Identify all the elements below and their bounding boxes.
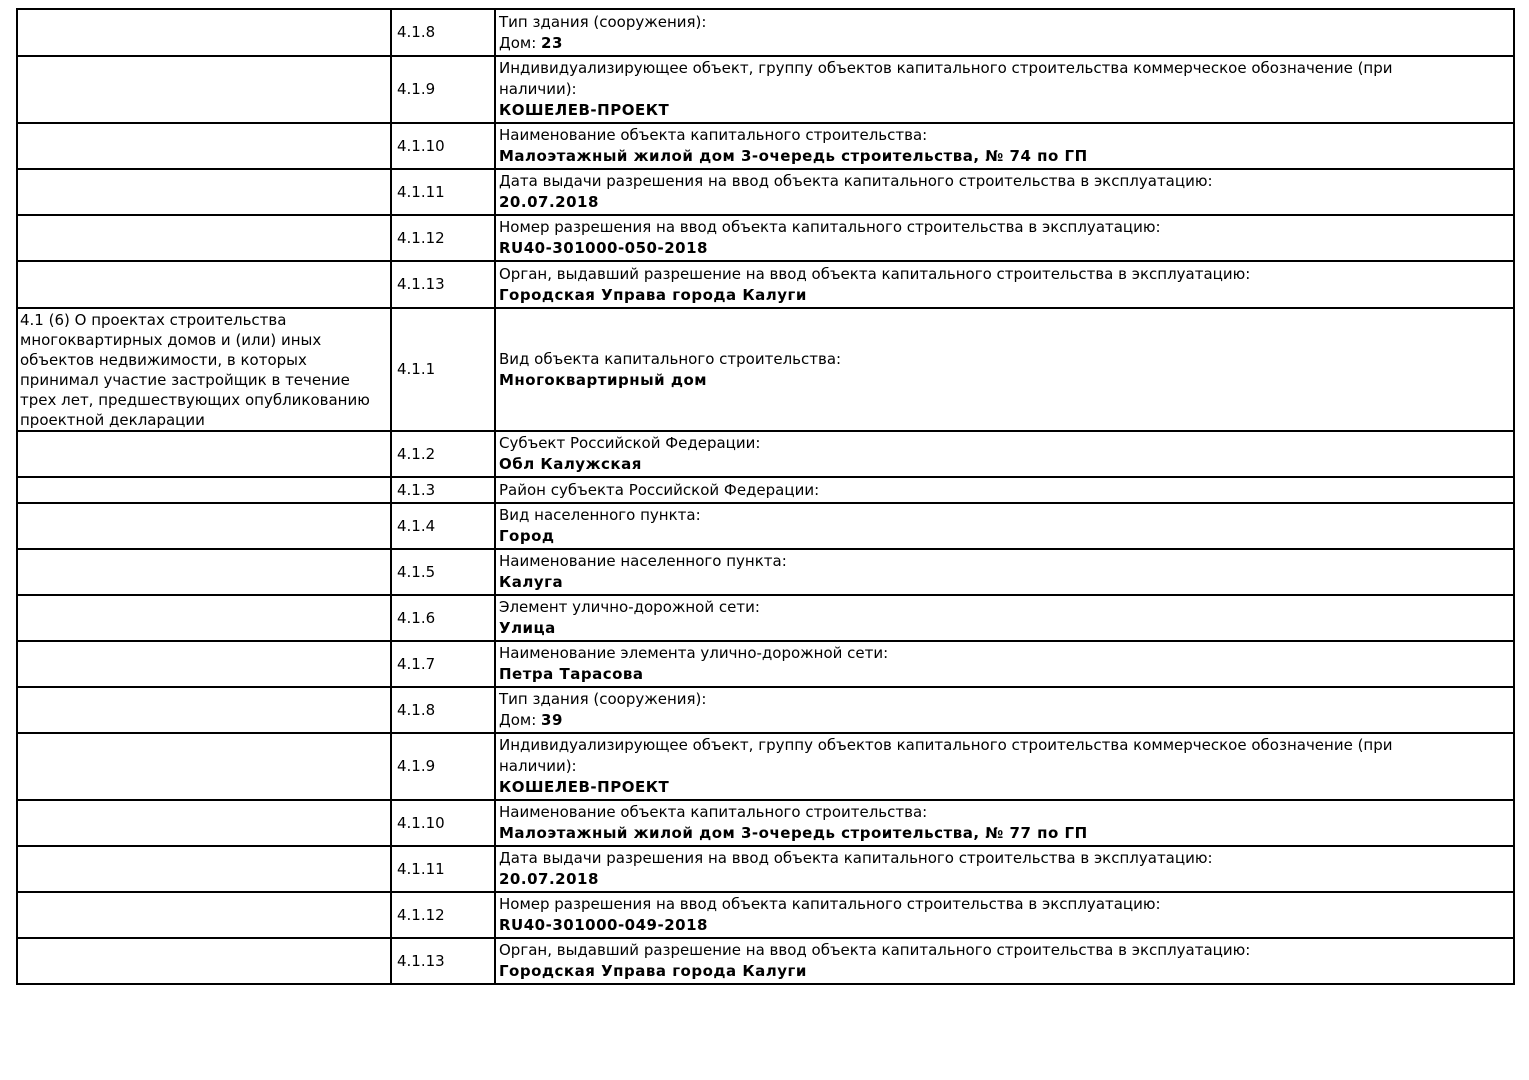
field-cell (495, 549, 1514, 595)
clause-number-cell (391, 123, 495, 169)
field-content (496, 57, 1451, 122)
empty-left-cell (17, 549, 391, 595)
empty-left-cell (17, 687, 391, 733)
table-row (17, 800, 1514, 846)
clause-number-cell (391, 56, 495, 123)
field-content (496, 734, 1451, 799)
clause-number: 4.1.9 (397, 757, 436, 775)
field-cell (495, 308, 1514, 431)
empty-left-cell (17, 595, 391, 641)
clause-number: 4.1.12 (397, 905, 445, 924)
table-row (17, 215, 1514, 261)
clause-number-cell (391, 595, 495, 641)
field-cell (495, 687, 1514, 733)
table-row (17, 733, 1514, 800)
field-label: Номер разрешения на ввод объекта капитального строительства в эксплуатацию: (499, 895, 1161, 913)
field-cell (495, 56, 1514, 123)
field-content (496, 479, 1451, 502)
field-label: Элемент улично-дорожной сети: (499, 598, 760, 616)
field-content (496, 216, 1451, 260)
table-row (17, 308, 1514, 431)
field-cell (495, 215, 1514, 261)
field-value-line (499, 664, 1447, 685)
table-row (17, 56, 1514, 123)
field-label: Субъект Российской Федерации: (499, 434, 761, 452)
field-cell (495, 641, 1514, 687)
empty-left-cell (17, 56, 391, 123)
clause-number-cell (391, 641, 495, 687)
field-value-line (499, 238, 1447, 259)
field-value-line (499, 777, 1447, 798)
field-cell (495, 123, 1514, 169)
section-note: 4.1 (6) О проектах строительства многоквартирных домов и (или) иных объектов недвижимости, в которых принимал участие застройщик в течение трех лет, предшествующих опубликованию проектной декларации (20, 311, 370, 429)
field-value: КОШЕЛЕВ-ПРОЕКТ (499, 778, 670, 796)
field-content (496, 504, 1451, 548)
table-row (17, 431, 1514, 477)
field-label: Наименование населенного пункта: (499, 552, 787, 570)
clause-number: 4.1.10 (397, 136, 445, 155)
field-value-line (499, 146, 1447, 167)
clause-number: 4.1.13 (397, 275, 445, 293)
field-cell (495, 733, 1514, 800)
field-value: КОШЕЛЕВ-ПРОЕКТ (499, 101, 670, 119)
field-value-line (499, 915, 1447, 936)
table-row (17, 261, 1514, 308)
clause-number-cell (391, 503, 495, 549)
field-label: Номер разрешения на ввод объекта капитального строительства в эксплуатацию: (499, 218, 1161, 236)
table-row (17, 687, 1514, 733)
clause-number: 4.1.8 (397, 700, 436, 719)
field-value: Малоэтажный жилой дом 3-очередь строительства, № 77 по ГП (499, 824, 1088, 842)
value-prefix: Дом: (499, 711, 542, 729)
field-value: 20.07.2018 (499, 193, 599, 211)
clause-number-cell (391, 477, 495, 503)
empty-left-cell (17, 641, 391, 687)
field-value-line (499, 618, 1447, 639)
field-cell (495, 9, 1514, 56)
field-cell (495, 477, 1514, 503)
field-label: Индивидуализирующее объект, группу объектов капитального строительства коммерческое обозначение (при наличии): (499, 736, 1393, 775)
field-cell (495, 169, 1514, 215)
field-value: RU40-301000-049-2018 (499, 916, 708, 934)
clause-number: 4.1.7 (397, 654, 436, 673)
clause-number-cell (391, 549, 495, 595)
field-value: Городская Управа города Калуги (499, 285, 807, 304)
field-label: Наименование объекта капитального строительства: (499, 803, 928, 821)
field-content (496, 348, 1451, 392)
field-value: Малоэтажный жилой дом 3-очередь строительства, № 74 по ГП (499, 147, 1088, 165)
clause-number: 4.1.8 (397, 23, 436, 41)
table-row (17, 641, 1514, 687)
field-value-line (499, 572, 1447, 593)
field-value-line (499, 192, 1447, 213)
field-value-line (499, 710, 1447, 731)
clause-number-cell (391, 800, 495, 846)
field-value: Улица (499, 619, 556, 637)
field-content (496, 550, 1451, 594)
field-content (496, 11, 1451, 55)
field-value-line (499, 526, 1447, 547)
empty-left-cell (17, 9, 391, 56)
field-label: Орган, выдавший разрешение на ввод объекта капитального строительства в эксплуатацию: (499, 941, 1251, 959)
field-value-line (499, 869, 1447, 890)
field-value-line (499, 100, 1447, 121)
field-value: Город (499, 527, 555, 545)
field-value-line (499, 33, 1447, 54)
clause-number: 4.1.9 (397, 80, 436, 98)
clause-number-cell (391, 938, 495, 984)
table-row (17, 477, 1514, 503)
field-cell (495, 800, 1514, 846)
table-row (17, 846, 1514, 892)
field-content (496, 124, 1451, 168)
field-label: Индивидуализирующее объект, группу объектов капитального строительства коммерческое обозначение (при наличии): (499, 59, 1393, 98)
clause-number-cell (391, 431, 495, 477)
field-cell (495, 261, 1514, 308)
field-content (496, 939, 1451, 983)
field-cell (495, 846, 1514, 892)
table-row (17, 595, 1514, 641)
field-content (496, 596, 1451, 640)
table-row (17, 123, 1514, 169)
clause-number-cell (391, 215, 495, 261)
clause-number: 4.1.3 (397, 480, 436, 499)
field-content (496, 263, 1451, 307)
empty-left-cell (17, 733, 391, 800)
field-value: Обл Калужская (499, 455, 642, 473)
empty-left-cell (17, 215, 391, 261)
field-label: Тип здания (сооружения): (499, 690, 707, 708)
empty-left-cell (17, 503, 391, 549)
clause-number-cell (391, 687, 495, 733)
clause-number-cell (391, 846, 495, 892)
value-prefix: Дом: (499, 33, 542, 52)
field-label: Вид объекта капитального строительства: (499, 349, 842, 368)
clause-number: 4.1.11 (397, 859, 445, 878)
field-value: 39 (541, 711, 563, 729)
clause-number-cell (391, 9, 495, 56)
empty-left-cell (17, 477, 391, 503)
field-label: Район субъекта Российской Федерации: (499, 480, 820, 499)
empty-left-cell (17, 892, 391, 938)
field-value: Городская Управа города Калуги (499, 962, 807, 980)
clause-number-cell (391, 733, 495, 800)
clause-number-cell (391, 261, 495, 308)
field-cell (495, 431, 1514, 477)
field-value: Многоквартирный дом (499, 370, 708, 389)
field-value: Калуга (499, 573, 564, 591)
field-value-line (499, 370, 1447, 391)
clause-number-cell (391, 169, 495, 215)
section-note-cell (17, 308, 391, 431)
table-row (17, 503, 1514, 549)
empty-left-cell (17, 261, 391, 308)
table-row (17, 892, 1514, 938)
field-content (496, 893, 1451, 937)
field-content (496, 432, 1451, 476)
empty-left-cell (17, 123, 391, 169)
field-label: Дата выдачи разрешения на ввод объекта капитального строительства в эксплуатацию: (499, 172, 1213, 190)
field-label: Орган, выдавший разрешение на ввод объекта капитального строительства в эксплуатацию: (499, 264, 1251, 283)
field-value: Петра Тарасова (499, 665, 644, 683)
empty-left-cell (17, 938, 391, 984)
clause-number: 4.1.10 (397, 813, 445, 832)
field-cell (495, 892, 1514, 938)
field-content (496, 847, 1451, 891)
empty-left-cell (17, 431, 391, 477)
clause-number: 4.1.1 (397, 360, 436, 378)
table-row (17, 938, 1514, 984)
clause-number: 4.1.5 (397, 562, 436, 581)
field-value-line (499, 454, 1447, 475)
field-cell (495, 938, 1514, 984)
declaration-table-body (17, 9, 1514, 984)
field-cell (495, 503, 1514, 549)
clause-number: 4.1.6 (397, 608, 436, 627)
field-content (496, 642, 1451, 686)
empty-left-cell (17, 846, 391, 892)
field-value: 20.07.2018 (499, 870, 599, 888)
field-value: 23 (541, 33, 563, 52)
field-value-line (499, 823, 1447, 844)
field-content (496, 801, 1451, 845)
field-content (496, 688, 1451, 732)
field-label: Наименование объекта капитального строительства: (499, 126, 928, 144)
table-row (17, 169, 1514, 215)
field-value-line (499, 285, 1447, 306)
field-cell (495, 595, 1514, 641)
clause-number: 4.1.4 (397, 516, 436, 535)
field-label: Наименование элемента улично-дорожной сети: (499, 644, 889, 662)
clause-number: 4.1.13 (397, 951, 445, 970)
declaration-table (16, 8, 1515, 985)
field-label: Вид населенного пункта: (499, 506, 701, 524)
table-row (17, 9, 1514, 56)
field-value-line (499, 961, 1447, 982)
field-value: RU40-301000-050-2018 (499, 239, 708, 257)
clause-number: 4.1.11 (397, 182, 445, 201)
field-content (496, 170, 1451, 214)
clause-number-cell (391, 892, 495, 938)
empty-left-cell (17, 800, 391, 846)
field-label: Тип здания (сооружения): (499, 12, 707, 31)
empty-left-cell (17, 169, 391, 215)
field-label: Дата выдачи разрешения на ввод объекта капитального строительства в эксплуатацию: (499, 849, 1213, 867)
table-row (17, 549, 1514, 595)
clause-number: 4.1.12 (397, 228, 445, 247)
clause-number-cell (391, 308, 495, 431)
clause-number: 4.1.2 (397, 444, 436, 463)
